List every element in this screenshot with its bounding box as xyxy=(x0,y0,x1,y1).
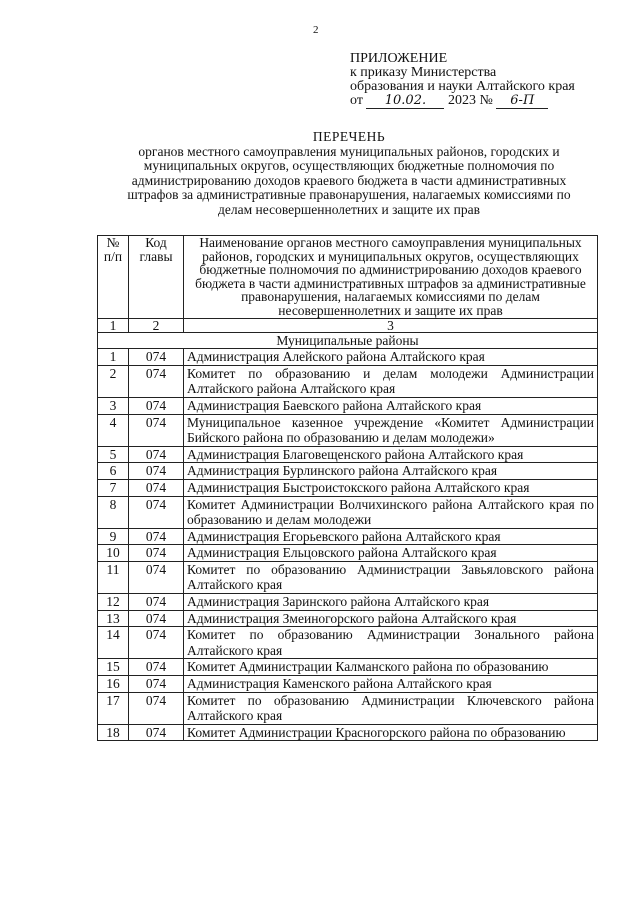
table-row xyxy=(98,496,598,528)
order-year: 2023 xyxy=(447,93,476,108)
row-agency-name: Администрация Ельцовского района Алтайского края xyxy=(184,545,598,562)
row-code: 074 xyxy=(129,692,184,724)
header-number: № п/п xyxy=(98,236,129,319)
row-number: 11 xyxy=(98,561,129,593)
appendix-order-line: к приказу Министерства xyxy=(350,65,497,80)
handwritten-date: 10.02. xyxy=(366,94,444,109)
row-number: 10 xyxy=(98,545,129,562)
row-code: 074 xyxy=(129,561,184,593)
row-number: 5 xyxy=(98,446,129,463)
row-agency-name: Комитет Администрации Волчихинского района Алтайского края по образованию и делам молодежи xyxy=(184,496,598,528)
header-name: Наименование органов местного самоуправления муниципальных районов, городских и муниципальных округов, осуществляющих бюджетные полномочия по администрированию доходов краевого бюджета в части административных штрафов за административные правонарушения, налагаемых комиссиями по делам несовершеннолетних и защите их прав xyxy=(184,236,598,319)
table-row xyxy=(98,349,598,366)
appendix-heading: ПРИЛОЖЕНИЕ xyxy=(350,51,448,66)
row-code: 074 xyxy=(129,545,184,562)
row-agency-name: Администрация Благовещенского района Алтайского края xyxy=(184,446,598,463)
header-code: Код главы xyxy=(129,236,184,319)
table-row xyxy=(98,414,598,446)
row-code: 074 xyxy=(129,594,184,611)
row-code: 074 xyxy=(129,659,184,676)
table-row xyxy=(98,594,598,611)
table-row xyxy=(98,397,598,414)
row-agency-name: Администрация Быстроистокского района Алтайского края xyxy=(184,479,598,496)
row-agency-name: Комитет по образованию Администрации Ключевского района Алтайского края xyxy=(184,692,598,724)
agencies-table xyxy=(97,235,598,741)
row-number: 12 xyxy=(98,594,129,611)
table-row xyxy=(98,463,598,480)
title-line: штрафов за административные правонарушения, налагаемых комиссиями по xyxy=(127,187,571,203)
row-agency-name: Комитет по образованию и делам молодежи Администрации Алтайского района Алтайского края xyxy=(184,365,598,397)
row-number: 7 xyxy=(98,479,129,496)
row-code: 074 xyxy=(129,397,184,414)
row-number: 17 xyxy=(98,692,129,724)
page-number: 2 xyxy=(313,24,319,36)
title-line: администрированию доходов краевого бюджета в части административных xyxy=(131,172,567,188)
row-code: 074 xyxy=(129,528,184,545)
row-agency-name: Администрация Заринского района Алтайского края xyxy=(184,594,598,611)
row-number: 3 xyxy=(98,397,129,414)
table-row xyxy=(98,659,598,676)
row-number: 6 xyxy=(98,463,129,480)
row-code: 074 xyxy=(129,463,184,480)
row-code: 074 xyxy=(129,724,184,741)
row-number: 13 xyxy=(98,610,129,627)
row-code: 074 xyxy=(129,446,184,463)
title-line: муниципальных округов, осуществляющих бюджетные полномочия по xyxy=(143,158,555,174)
handwritten-order-number: 6-П xyxy=(496,94,548,109)
column-number: 1 xyxy=(98,318,129,332)
row-number: 1 xyxy=(98,349,129,366)
title-line: делам несовершеннолетних и защите их прав xyxy=(218,201,480,217)
table-row xyxy=(98,610,598,627)
row-code: 074 xyxy=(129,414,184,446)
table-header-row xyxy=(98,236,598,319)
table-row xyxy=(98,365,598,397)
row-agency-name: Администрация Егорьевского района Алтайского края xyxy=(184,528,598,545)
row-agency-name: Администрация Каменского района Алтайского края xyxy=(184,676,598,693)
row-code: 074 xyxy=(129,496,184,528)
row-code: 074 xyxy=(129,627,184,659)
row-agency-name: Комитет Администрации Красногорского района по образованию xyxy=(184,724,598,741)
table-row xyxy=(98,561,598,593)
row-agency-name: Администрация Бурлинского района Алтайского края xyxy=(184,463,598,480)
document-title xyxy=(95,130,603,218)
row-number: 15 xyxy=(98,659,129,676)
from-label: от xyxy=(350,93,363,108)
row-code: 074 xyxy=(129,479,184,496)
row-number: 2 xyxy=(98,365,129,397)
table-row xyxy=(98,724,598,741)
row-code: 074 xyxy=(129,365,184,397)
row-agency-name: Администрация Алейского района Алтайского края xyxy=(184,349,598,366)
table-row xyxy=(98,446,598,463)
row-agency-name: Администрация Змеиногорского района Алтайского края xyxy=(184,610,598,627)
row-number: 4 xyxy=(98,414,129,446)
row-number: 14 xyxy=(98,627,129,659)
appendix-block xyxy=(350,52,575,109)
row-number: 8 xyxy=(98,496,129,528)
column-number: 3 xyxy=(184,318,598,332)
table-row xyxy=(98,479,598,496)
row-agency-name: Комитет по образованию Администрации Завьяловского района Алтайского края xyxy=(184,561,598,593)
row-number: 18 xyxy=(98,724,129,741)
table-row xyxy=(98,528,598,545)
row-agency-name: Муниципальное казенное учреждение «Комитет Администрации Бийского района по образованию и делам молодежи» xyxy=(184,414,598,446)
row-number: 9 xyxy=(98,528,129,545)
row-agency-name: Комитет Администрации Калманского района по образованию xyxy=(184,659,598,676)
column-number: 2 xyxy=(129,318,184,332)
row-agency-name: Администрация Баевского района Алтайского края xyxy=(184,397,598,414)
section-row xyxy=(98,332,598,349)
section-title: Муниципальные районы xyxy=(98,332,598,349)
appendix-ministry-line: образования и науки Алтайского края xyxy=(350,79,575,94)
table-row xyxy=(98,627,598,659)
row-number: 16 xyxy=(98,676,129,693)
row-agency-name: Комитет по образованию Администрации Зонального района Алтайского края xyxy=(184,627,598,659)
column-number-row xyxy=(98,318,598,332)
row-code: 074 xyxy=(129,349,184,366)
row-code: 074 xyxy=(129,676,184,693)
title-heading: ПЕРЕЧЕНЬ xyxy=(312,129,386,144)
title-line: органов местного самоуправления муниципальных районов, городских и xyxy=(138,143,560,159)
row-code: 074 xyxy=(129,610,184,627)
number-label: № xyxy=(479,93,493,108)
appendix-date-line xyxy=(350,94,575,109)
table-row xyxy=(98,676,598,693)
table-row xyxy=(98,545,598,562)
table-row xyxy=(98,692,598,724)
